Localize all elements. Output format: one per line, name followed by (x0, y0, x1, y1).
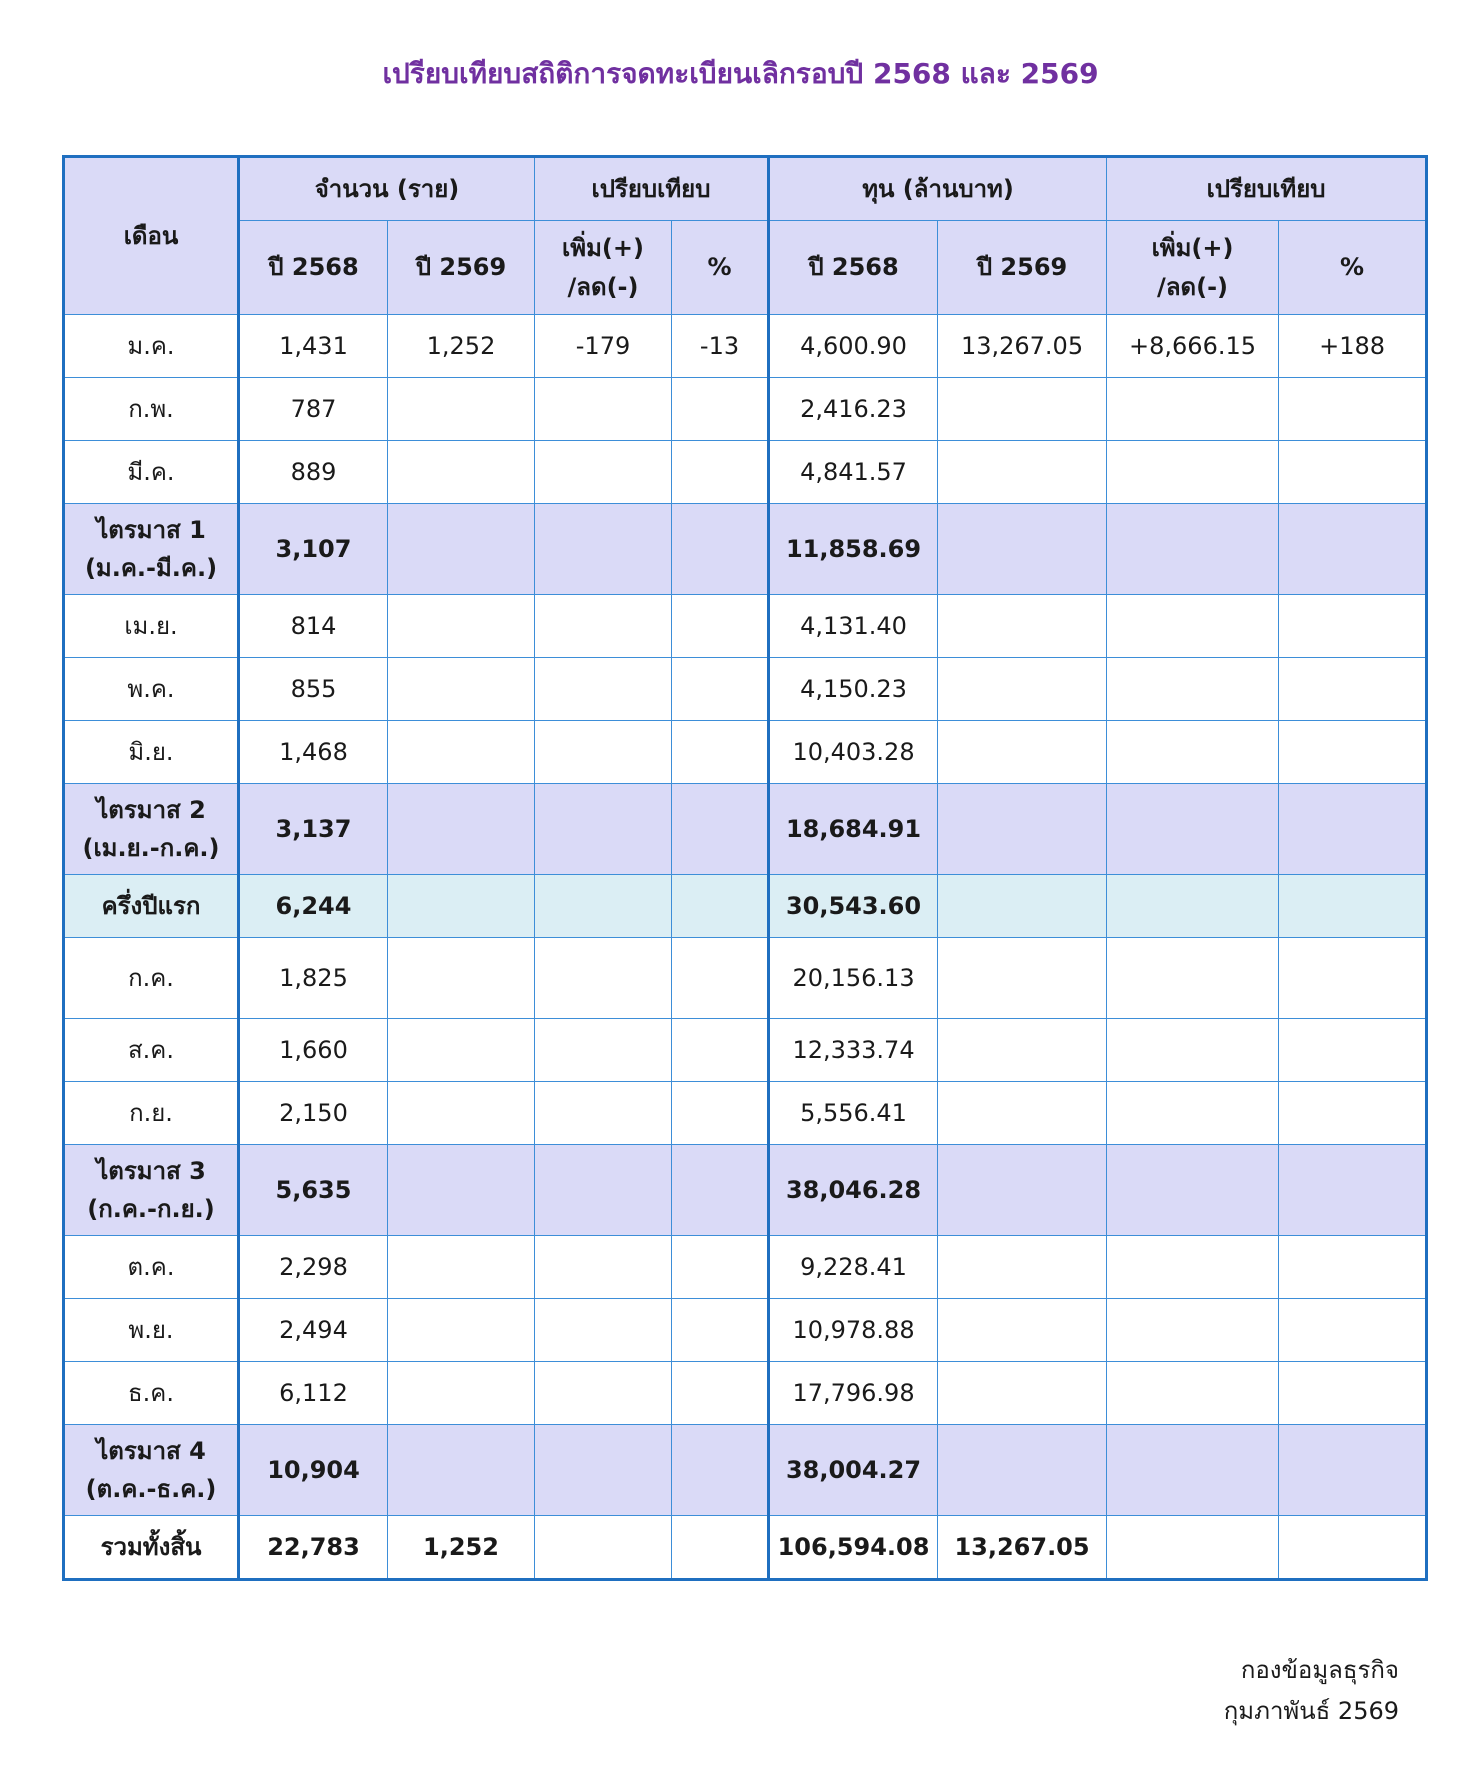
cell-capital-2568: 30,543.60 (769, 875, 938, 938)
table-row (64, 595, 1427, 658)
cell-capital-2568: 12,333.74 (769, 1019, 938, 1082)
cell-capital-2569 (938, 658, 1107, 721)
row-label (64, 1019, 239, 1082)
cell-capital-change (1107, 1425, 1279, 1516)
cell-count-pct (672, 1236, 769, 1299)
table-row (64, 938, 1427, 1019)
cell-count-2568: 1,825 (239, 938, 388, 1019)
table-row (64, 1425, 1427, 1516)
cell-count-pct (672, 595, 769, 658)
cell-capital-2569 (938, 1236, 1107, 1299)
cell-capital-2569 (938, 1019, 1107, 1082)
footer (1224, 1650, 1399, 1732)
row-label (64, 378, 239, 441)
cell-capital-2568: 4,600.90 (769, 315, 938, 378)
table-row (64, 1516, 1427, 1580)
table-row (64, 315, 1427, 378)
cell-count-2569 (388, 441, 535, 504)
cell-count-2569 (388, 784, 535, 875)
cell-count-change (535, 1362, 672, 1425)
row-label-range: (ม.ค.-มี.ค.) (84, 554, 218, 582)
cell-capital-change (1107, 378, 1279, 441)
row-label-text: มี.ค. (127, 457, 175, 486)
row-label (64, 441, 239, 504)
cell-count-2569 (388, 504, 535, 595)
cell-capital-pct (1279, 875, 1427, 938)
cell-capital-pct: +188 (1279, 315, 1427, 378)
cell-count-2569 (388, 1145, 535, 1236)
cell-count-2569 (388, 1236, 535, 1299)
row-label (64, 315, 239, 378)
row-label (64, 1516, 239, 1580)
row-label (64, 784, 239, 875)
cell-capital-2569 (938, 721, 1107, 784)
row-label (64, 1299, 239, 1362)
cell-count-2569 (388, 1362, 535, 1425)
cell-capital-2568: 18,684.91 (769, 784, 938, 875)
cell-count-change (535, 938, 672, 1019)
cell-count-2569 (388, 875, 535, 938)
cell-capital-2569 (938, 1145, 1107, 1236)
cell-count-pct (672, 1425, 769, 1516)
cell-count-2569: 1,252 (388, 315, 535, 378)
header-capital-change-line1: เพิ่ม(+) (1151, 234, 1234, 263)
header-count-compare: เปรียบเทียบ (535, 157, 769, 221)
row-label-text: ไตรมาส 1 (96, 515, 206, 544)
cell-capital-2569 (938, 1299, 1107, 1362)
row-label-range: (ก.ค.-ก.ย.) (87, 1195, 215, 1223)
cell-capital-change (1107, 504, 1279, 595)
cell-count-change (535, 1516, 672, 1580)
table-row (64, 378, 1427, 441)
cell-count-pct (672, 504, 769, 595)
cell-count-2569 (388, 938, 535, 1019)
row-label-text: ธ.ค. (128, 1378, 174, 1407)
row-label (64, 721, 239, 784)
cell-count-2569 (388, 1082, 535, 1145)
row-label (64, 1236, 239, 1299)
table-row (64, 504, 1427, 595)
cell-count-2568: 2,150 (239, 1082, 388, 1145)
table-row (64, 721, 1427, 784)
cell-count-2568: 3,137 (239, 784, 388, 875)
cell-count-2569 (388, 595, 535, 658)
cell-count-pct (672, 378, 769, 441)
header-count-pct: % (672, 221, 769, 315)
cell-count-change (535, 658, 672, 721)
cell-count-2568: 1,468 (239, 721, 388, 784)
cell-count-2568: 6,112 (239, 1362, 388, 1425)
cell-capital-2568: 5,556.41 (769, 1082, 938, 1145)
cell-count-pct (672, 658, 769, 721)
row-label (64, 875, 239, 938)
row-label (64, 1425, 239, 1516)
cell-capital-2569 (938, 784, 1107, 875)
cell-capital-pct (1279, 1019, 1427, 1082)
table-row (64, 1236, 1427, 1299)
cell-capital-change (1107, 784, 1279, 875)
table-row (64, 784, 1427, 875)
cell-capital-2569 (938, 378, 1107, 441)
footer-date: กุมภาพันธ์ 2569 (1223, 1696, 1399, 1725)
table-row (64, 875, 1427, 938)
cell-count-change (535, 595, 672, 658)
header-capital-2568: ปี 2568 (769, 221, 938, 315)
row-label-text: ไตรมาส 2 (96, 795, 206, 824)
row-label-text: ต.ค. (127, 1252, 175, 1281)
cell-count-2569 (388, 1425, 535, 1516)
cell-count-change: -179 (535, 315, 672, 378)
cell-count-change (535, 441, 672, 504)
row-label-text: ม.ค. (127, 331, 175, 360)
cell-capital-change (1107, 938, 1279, 1019)
header-capital-compare: เปรียบเทียบ (1107, 157, 1427, 221)
cell-capital-pct (1279, 658, 1427, 721)
header-count-change-line2: /ลด(-) (567, 272, 639, 301)
row-label (64, 1145, 239, 1236)
row-label-text: ก.ค. (128, 963, 174, 992)
cell-capital-change (1107, 721, 1279, 784)
row-label (64, 504, 239, 595)
cell-capital-2568: 10,978.88 (769, 1299, 938, 1362)
cell-capital-2569 (938, 1362, 1107, 1425)
header-capital-2569: ปี 2569 (938, 221, 1107, 315)
row-label (64, 658, 239, 721)
cell-capital-pct (1279, 504, 1427, 595)
row-label-text: มิ.ย. (128, 737, 174, 766)
cell-count-2568: 5,635 (239, 1145, 388, 1236)
header-count-group: จำนวน (ราย) (239, 157, 535, 221)
cell-capital-pct (1279, 938, 1427, 1019)
cell-count-2568: 787 (239, 378, 388, 441)
cell-capital-2568: 4,131.40 (769, 595, 938, 658)
row-label (64, 1082, 239, 1145)
cell-count-change (535, 1425, 672, 1516)
cell-count-pct (672, 721, 769, 784)
footer-department: กองข้อมูลธุรกิจ (1240, 1656, 1399, 1684)
cell-capital-pct (1279, 721, 1427, 784)
cell-capital-pct (1279, 1082, 1427, 1145)
cell-capital-2568: 2,416.23 (769, 378, 938, 441)
cell-capital-2568: 38,046.28 (769, 1145, 938, 1236)
cell-capital-pct (1279, 1236, 1427, 1299)
cell-capital-2569 (938, 875, 1107, 938)
cell-capital-change (1107, 1019, 1279, 1082)
row-label-range: (ต.ค.-ธ.ค.) (85, 1475, 217, 1503)
cell-capital-pct (1279, 1516, 1427, 1580)
row-label-text: ไตรมาส 4 (96, 1436, 206, 1465)
cell-capital-2569 (938, 1082, 1107, 1145)
header-count-2568: ปี 2568 (239, 221, 388, 315)
header-capital-group: ทุน (ล้านบาท) (769, 157, 1107, 221)
cell-capital-change (1107, 595, 1279, 658)
row-label-text: ก.พ. (128, 394, 174, 423)
cell-count-change (535, 504, 672, 595)
table-row (64, 441, 1427, 504)
cell-count-2568: 2,494 (239, 1299, 388, 1362)
cell-capital-2568: 10,403.28 (769, 721, 938, 784)
cell-count-2568: 814 (239, 595, 388, 658)
row-label-text: ครึ่งปีแรก (101, 891, 201, 920)
row-label (64, 595, 239, 658)
header-month: เดือน (64, 157, 239, 315)
cell-capital-change (1107, 1236, 1279, 1299)
cell-capital-change (1107, 875, 1279, 938)
cell-count-change (535, 378, 672, 441)
cell-count-pct (672, 938, 769, 1019)
table-row (64, 1082, 1427, 1145)
cell-count-2569 (388, 378, 535, 441)
cell-count-pct (672, 1145, 769, 1236)
cell-capital-2568: 106,594.08 (769, 1516, 938, 1580)
cell-count-2568: 3,107 (239, 504, 388, 595)
cell-capital-2568: 4,150.23 (769, 658, 938, 721)
cell-count-pct (672, 441, 769, 504)
header-count-change-line1: เพิ่ม(+) (562, 234, 644, 263)
cell-capital-2569 (938, 938, 1107, 1019)
cell-capital-change (1107, 441, 1279, 504)
cell-count-pct (672, 1516, 769, 1580)
cell-count-pct (672, 784, 769, 875)
cell-capital-2568: 20,156.13 (769, 938, 938, 1019)
cell-count-2568: 1,660 (239, 1019, 388, 1082)
row-label-text: ไตรมาส 3 (96, 1156, 206, 1185)
cell-count-change (535, 1145, 672, 1236)
cell-capital-pct (1279, 784, 1427, 875)
cell-capital-2568: 9,228.41 (769, 1236, 938, 1299)
cell-capital-2569 (938, 595, 1107, 658)
cell-capital-2568: 4,841.57 (769, 441, 938, 504)
cell-capital-2569 (938, 441, 1107, 504)
cell-capital-2568: 38,004.27 (769, 1425, 938, 1516)
cell-capital-pct (1279, 1145, 1427, 1236)
cell-count-2569 (388, 1019, 535, 1082)
row-label-text: ส.ค. (128, 1035, 174, 1064)
row-label-text: รวมทั้งสิ้น (100, 1532, 202, 1561)
cell-count-2568: 22,783 (239, 1516, 388, 1580)
cell-capital-change: +8,666.15 (1107, 315, 1279, 378)
cell-count-2568: 889 (239, 441, 388, 504)
cell-capital-pct (1279, 441, 1427, 504)
cell-count-pct: -13 (672, 315, 769, 378)
page-title: เปรียบเทียบสถิติการจดทะเบียนเลิกรอบปี 2568 และ 2569 (382, 57, 1099, 90)
row-label-text: เม.ย. (124, 611, 178, 640)
cell-count-2569 (388, 658, 535, 721)
table-row (64, 1299, 1427, 1362)
cell-count-2568: 2,298 (239, 1236, 388, 1299)
cell-capital-2569: 13,267.05 (938, 1516, 1107, 1580)
cell-count-2569 (388, 721, 535, 784)
row-label (64, 1362, 239, 1425)
cell-count-change (535, 1019, 672, 1082)
cell-capital-2568: 11,858.69 (769, 504, 938, 595)
table-row (64, 1362, 1427, 1425)
header-capital-pct: % (1279, 221, 1427, 315)
cell-capital-change (1107, 1082, 1279, 1145)
row-label-text: พ.ย. (128, 1315, 174, 1344)
cell-count-2568: 10,904 (239, 1425, 388, 1516)
table-row (64, 658, 1427, 721)
row-label-range: (เม.ย.-ก.ค.) (82, 834, 220, 862)
cell-capital-change (1107, 1299, 1279, 1362)
header-capital-change (1107, 221, 1279, 315)
cell-capital-2569: 13,267.05 (938, 315, 1107, 378)
header-capital-change-line2: /ลด(-) (1157, 272, 1229, 301)
row-label-text: พ.ค. (127, 674, 175, 703)
cell-count-pct (672, 1362, 769, 1425)
cell-count-2568: 1,431 (239, 315, 388, 378)
cell-count-pct (672, 1019, 769, 1082)
header-count-2569: ปี 2569 (388, 221, 535, 315)
cell-count-change (535, 721, 672, 784)
cell-count-pct (672, 1299, 769, 1362)
row-label-text: ก.ย. (129, 1098, 173, 1127)
cell-count-2569 (388, 1299, 535, 1362)
cell-capital-2568: 17,796.98 (769, 1362, 938, 1425)
cell-capital-pct (1279, 1299, 1427, 1362)
row-label (64, 938, 239, 1019)
cell-count-change (535, 1236, 672, 1299)
cell-count-change (535, 784, 672, 875)
cell-count-change (535, 1299, 672, 1362)
cell-count-change (535, 1082, 672, 1145)
cell-capital-change (1107, 658, 1279, 721)
cell-capital-change (1107, 1516, 1279, 1580)
cell-count-pct (672, 875, 769, 938)
cell-count-2569: 1,252 (388, 1516, 535, 1580)
cell-count-change (535, 875, 672, 938)
cell-capital-change (1107, 1362, 1279, 1425)
table-row (64, 1019, 1427, 1082)
header-count-change (535, 221, 672, 315)
cell-capital-2569 (938, 1425, 1107, 1516)
cell-capital-pct (1279, 1362, 1427, 1425)
cell-capital-pct (1279, 595, 1427, 658)
cell-capital-2569 (938, 504, 1107, 595)
cell-capital-pct (1279, 1425, 1427, 1516)
cell-capital-pct (1279, 378, 1427, 441)
cell-count-pct (672, 1082, 769, 1145)
cell-capital-change (1107, 1145, 1279, 1236)
cell-count-2568: 6,244 (239, 875, 388, 938)
cell-count-2568: 855 (239, 658, 388, 721)
table-row (64, 1145, 1427, 1236)
statistics-table (62, 155, 1428, 1581)
